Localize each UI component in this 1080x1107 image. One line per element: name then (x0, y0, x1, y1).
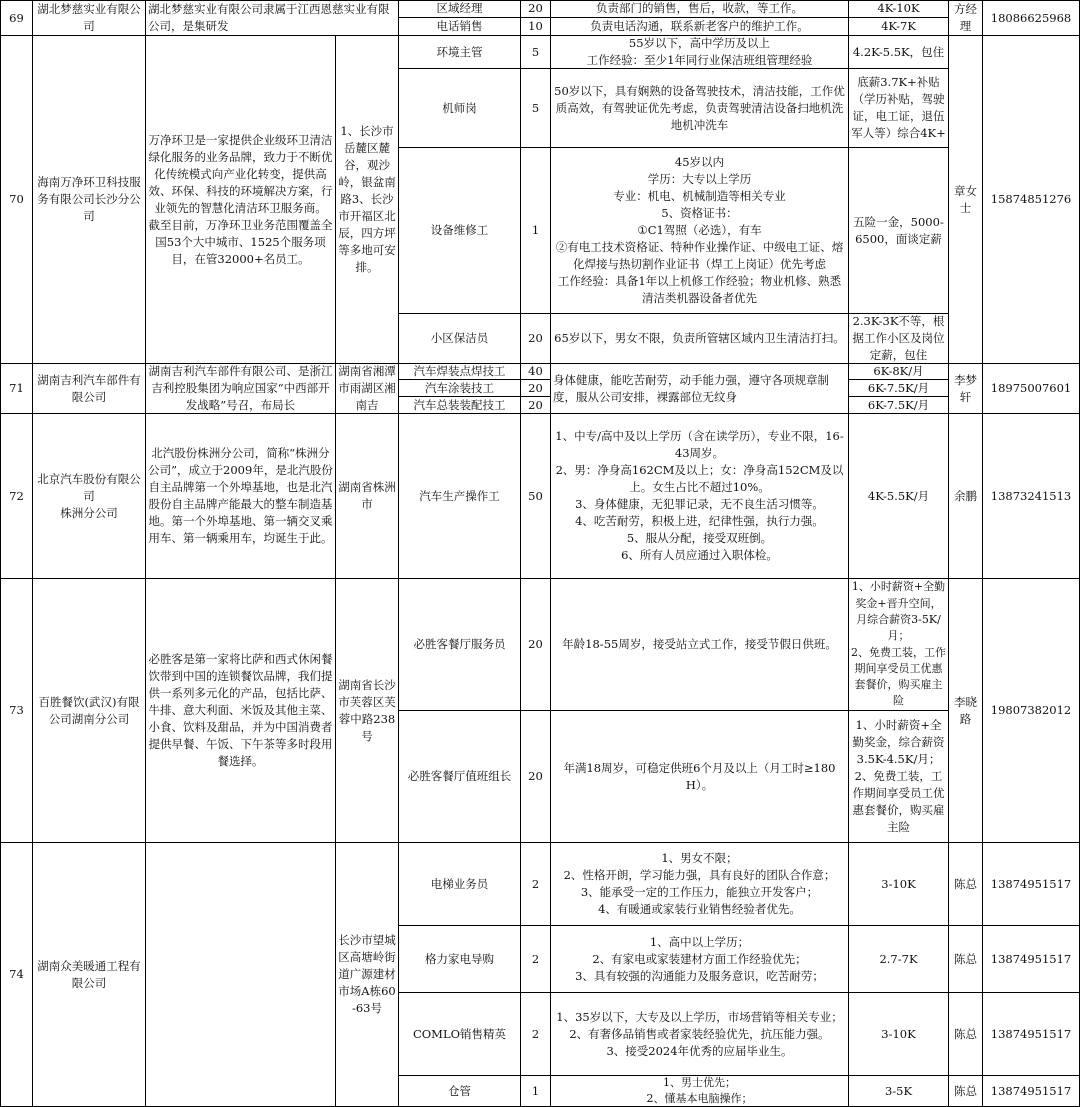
row-number: 71 (9, 381, 24, 395)
contact-phone: 18086625968 (990, 10, 1072, 25)
job-salary: 2.7-7K (879, 951, 918, 966)
job-title: 区域经理 (436, 1, 483, 15)
job-count: 2 (531, 1026, 540, 1041)
contact-person: 陈总 (954, 1083, 977, 1098)
job-requirement: 50岁以下，具有娴熟的设备驾驶技术，清洁技能，工作优质高效，有驾驶证优先考虑，负责驾驶清洁设备扫地机洗地机冲洗车 (554, 83, 845, 132)
job-count: 40 (528, 364, 543, 378)
contact-person: 陈总 (954, 876, 977, 891)
job-salary: 4K-5.5K/月 (867, 488, 930, 503)
contact-person: 李梦 轩 (954, 372, 977, 404)
company-intro: 湖南吉利汽车部件有限公司、是浙江吉利控股集团为响应国家“中西部开发战略”号召，布局长 (148, 364, 333, 412)
work-location: 湖南省湘潭市雨湖区湘南吉 (338, 364, 396, 412)
company-name: 湖南众美暖通工程有限公司 (37, 958, 141, 990)
contact-phone: 15874851276 (990, 192, 1072, 206)
job-requirement: 1、高中以上学历； 2、有家电或家装建材方面工作经验优先； 3、具有较强的沟通能力及服务意识，吃苦耐劳； (575, 934, 824, 983)
company-intro: 万净环卫是一家提供企业级环卫清洁绿化服务的业务品牌，致力于不断优化传统模式向产业化转变，提供高效、环保、科技的环境解决方案，行业领先的智慧化清洁环卫服务商。 截至目前，万净环卫业务范围覆盖全国53个大中城市、1525个服务项目，在管32000+名员工。 (148, 132, 333, 266)
contact-phone: 13873241513 (990, 488, 1072, 503)
job-title: 仓管 (448, 1083, 471, 1098)
row-number: 73 (9, 703, 24, 717)
company-name: 百胜餐饮(武汉)有限公司湖南分公司 (38, 694, 140, 726)
job-title: 汽车焊装点焊技工 (413, 364, 506, 378)
job-count: 2 (531, 951, 540, 966)
company-intro: 湖北梦慈实业有限公司隶属于江西恩慈实业有限公司，是集研发 (148, 2, 390, 33)
contact-phone: 13874951517 (990, 1026, 1072, 1041)
job-salary: 五险一金，5000-6500，面谈定薪 (853, 214, 944, 246)
job-salary: 底薪3.7K+补贴（学历补贴，驾驶证，电工证，退伍军人等）综合4K+ (851, 75, 946, 140)
contact-phone: 13874951517 (990, 1083, 1072, 1098)
contact-person: 章女 士 (954, 183, 977, 215)
job-count: 1 (531, 223, 540, 237)
work-location: 长沙市望城区高塘岭街道广源建材市场A栋60-63号 (338, 933, 396, 1015)
job-title: 环境主管 (436, 44, 483, 59)
contact-person: 陈总 (954, 951, 977, 966)
row-number: 72 (9, 488, 24, 503)
contact-person: 李晓 路 (954, 694, 977, 726)
job-title: 汽车涂装技工 (425, 380, 494, 395)
job-requirement: 身体健康，能吃苦耐劳，动手能力强，遵守各项规章制度，服从公司安排，裸露部位无纹身 (553, 372, 829, 404)
job-salary: 6K-8K/月 (873, 364, 924, 378)
job-title: 必胜客餐厅服务员 (413, 637, 506, 651)
company-intro: 北汽股份株洲分公司，简称“株洲分公司”，成立于2009年，是北汽股份自主品牌第一个外埠基地，也是北汽股份自主品牌产能最大的整车制造基地。第一个外埠基地、第一辆交叉乘用车、第一辆乘用车，均诞生于此。 (148, 446, 333, 545)
job-requirement: 负责电话沟通，联系新老客户的维护工作。 (590, 19, 809, 33)
job-requirement: 负责部门的销售，售后，收款，等工作。 (596, 1, 803, 15)
row-number: 74 (9, 967, 24, 981)
job-count: 1 (531, 1083, 540, 1098)
job-title: 机师岗 (442, 100, 477, 115)
job-title: 电话销售 (436, 19, 483, 33)
contact-phone: 19807382012 (990, 703, 1072, 717)
job-salary: 2.3K-3K不等，根据工作小区及岗位定薪，包住 (852, 314, 945, 362)
row-number: 69 (9, 10, 24, 25)
job-count: 20 (528, 637, 543, 651)
work-location: 1、长沙市岳麓区麓谷，观沙岭，银盆南路3、长沙市开福区北辰，四方坪等多地可安排。 (338, 124, 396, 274)
job-count: 10 (528, 19, 543, 33)
job-title: COMLO销售精英 (412, 1026, 507, 1041)
job-count: 50 (528, 488, 543, 503)
contact-person: 陈总 (954, 1026, 977, 1041)
job-title: 格力家电导购 (425, 951, 494, 966)
company-name: 北京汽车股份有限公司 株洲分公司 (37, 471, 141, 520)
job-salary: 6K-7.5K/月 (867, 380, 930, 395)
job-salary: 3-10K (881, 1026, 916, 1041)
job-requirement: 1、男士优先； 2、懂基本电脑操作； (646, 1076, 753, 1105)
contact-person: 方经 理 (954, 2, 977, 33)
job-salary: 4.2K-5.5K，包住 (852, 44, 945, 59)
work-location: 湖南省长沙市芙蓉区芙蓉中路238号 (338, 677, 396, 743)
job-requirement: 1、35岁以下，大专及以上学历，市场营销等相关专业； 2、有奢侈品销售或者家装经验优先，抗压能力强。 3、接受2024年优秀的应届毕业生。 (556, 1009, 843, 1058)
contact-person: 余鹏 (954, 488, 977, 503)
job-salary: 4K-10K (877, 1, 920, 15)
company-name: 湖南吉利汽车部件有限公司 (37, 372, 141, 404)
company-intro (146, 843, 335, 1106)
contact-phone: 13874951517 (990, 951, 1072, 966)
job-requirement: 45岁以内 学历：大专以上学历 专业：机电、机械制造等相关专业 5、资格证书： ①C1驾照（必选），有车 ②有电工技术资格证、特种作业操作证、中级电工证、熔化焊接与热切割作业证书（焊工上岗证）优先考虑 工作经验：具备1年以上机修工作经验；物业机修、熟悉清洁类机器设备者优先 (555, 155, 844, 305)
job-salary: 1、小时薪资+全勤奖金+晋升空间，月综合薪资3-5K/月； 2、免费工装，工作期间享受员工优惠套餐价，购买雇主险 (851, 580, 946, 708)
job-requirement: 年满18周岁，可稳定供班6个月及以上（月工时≥180H）。 (563, 760, 836, 792)
job-salary: 4K-7K (881, 19, 916, 33)
row-number: 70 (9, 192, 24, 206)
job-requirement: 55岁以下，高中学历及以上 工作经验：至少1年同行业保洁班组管理经验 (586, 36, 813, 67)
company-intro: 必胜客是第一家将比萨和西式休闲餐饮带到中国的连锁餐饮品牌，我们提供一系列多元化的产品，包括比萨、牛排、意大利面、米饭及其他主菜、小食、饮料及甜品，并为中国消费者提供早餐、午饭、下午茶等多时段用餐选择。 (148, 652, 333, 768)
contact-phone: 13874951517 (990, 876, 1072, 891)
job-salary: 3-10K (881, 876, 916, 891)
job-salary: 1、小时薪资+全勤奖金，综合薪资3.5K-4.5K/月； 2、免费工装，工作期间享受员工优惠套餐价，购买雇主险 (852, 718, 945, 834)
job-requirement: 1、男女不限； 2、性格开朗，学习能力强，具有良好的团队合作意； 3、能承受一定的工作压力，能独立开发客户； 4、有暖通或家装行业销售经验者优先。 (563, 851, 836, 916)
job-count: 20 (528, 380, 543, 395)
job-requirement: 65岁以下，男女不限，负责所管辖区域内卫生清洁打扫。 (554, 331, 845, 345)
job-title: 汽车总装装配技工 (413, 397, 506, 412)
job-count: 20 (528, 397, 543, 412)
company-name: 湖北梦慈实业有限公司 (37, 2, 141, 33)
work-location: 湖南省株洲市 (338, 480, 396, 511)
job-title: 电梯业务员 (430, 876, 489, 891)
contact-phone: 18975007601 (990, 381, 1072, 395)
job-title: 汽车生产操作工 (419, 488, 500, 503)
job-salary: 3-5K (884, 1083, 913, 1098)
job-requirement: 1、中专/高中及以上学历（含在读学历），专业不限，16-43周岁。 2、男：净身高162CM及以上；女：净身高152CM及以上。女生占比不超过10%。 3、身体健康，无犯罪记录，无不良生活习惯等。 4、吃苦耐劳，积极上进，纪律性强，执行力强。 5、服从分配，接受双班倒。 6、所有人员应通过入职体检。 (555, 429, 844, 562)
job-requirement: 年龄18-55周岁，接受站立式工作，接受节假日供班。 (562, 637, 837, 651)
job-title: 必胜客餐厅值班组长 (407, 769, 512, 783)
job-count: 2 (531, 876, 540, 891)
job-count: 5 (531, 100, 540, 115)
job-salary: 6K-7.5K/月 (867, 397, 930, 412)
job-title: 设备维修工 (430, 223, 489, 237)
job-count: 5 (531, 44, 540, 59)
job-title: 小区保洁员 (430, 331, 489, 345)
job-count: 20 (528, 1, 543, 15)
company-name: 海南万净环卫科技服务有限公司长沙分公司 (37, 175, 141, 223)
job-count: 20 (528, 769, 543, 783)
job-count: 20 (528, 331, 543, 345)
